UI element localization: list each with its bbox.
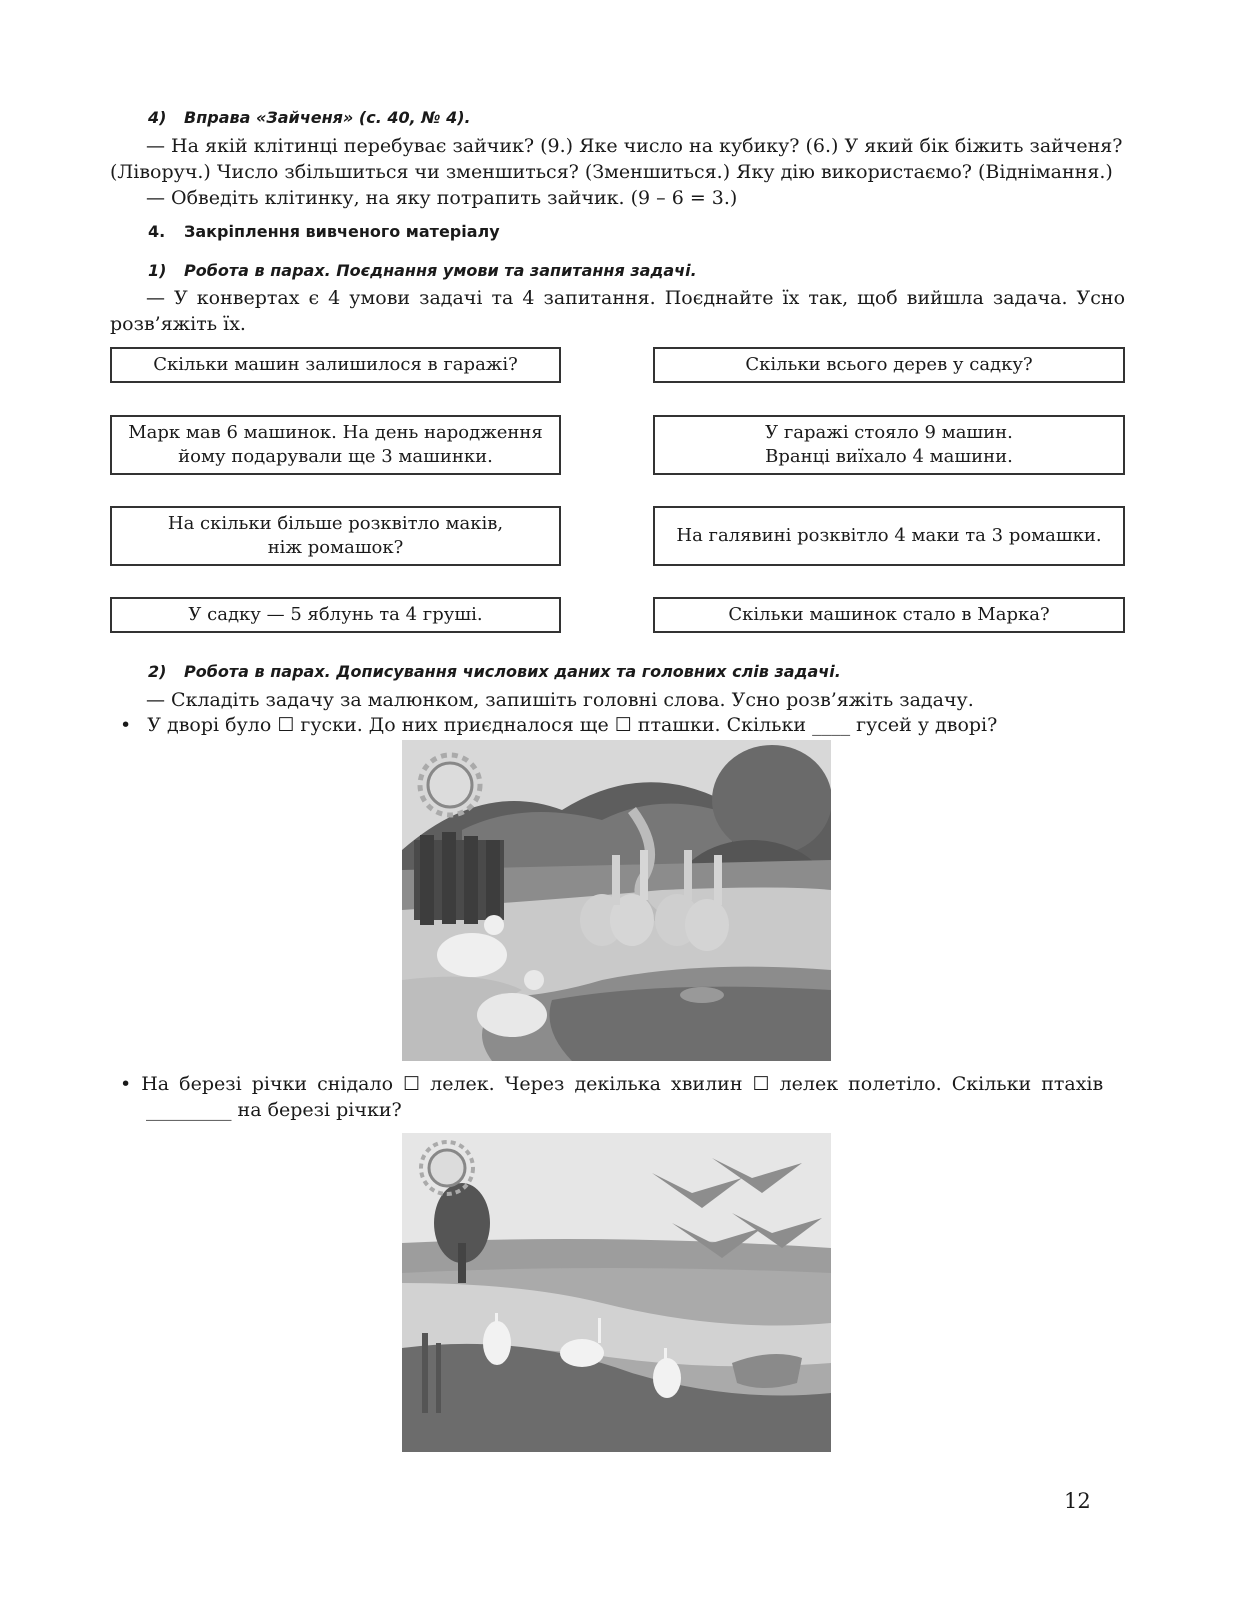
exercise-title: Вправа «Зайченя» (с. 40, № 4). [184, 108, 471, 127]
page-number: 12 [1064, 1489, 1091, 1513]
task2-title: Робота в парах. Дописування числових даних та головних слів задачі. [184, 662, 841, 681]
exercise-number: 4) [148, 108, 167, 127]
geese-scene-svg [402, 740, 831, 1061]
card-left-1[interactable] [110, 347, 561, 383]
geese-illustration [402, 740, 831, 1061]
card-text: Скільки машин залишилося в гаражі? [153, 354, 518, 375]
card-right-3[interactable] [653, 506, 1125, 566]
card-text: йому подарували ще 3 машинки. [178, 446, 493, 467]
card-text: Марк мав 6 машинок. На день народження [128, 422, 543, 443]
task1-number: 1) [148, 261, 167, 280]
card-text: На галявині розквітло 4 маки та 3 ромашки. [676, 525, 1102, 546]
card-text: Вранці виїхало 4 машини. [765, 446, 1013, 467]
task1-text-2: розв’яжіть їх. [110, 313, 246, 335]
exercise-line-3: — Обведіть клітинку, на яку потрапить зайчик. (9 – 6 = 3.) [146, 187, 738, 209]
bullet-dot-icon: • [120, 1073, 132, 1095]
card-text: Скільки машинок стало в Марка? [728, 604, 1050, 625]
task2-instruction: — Складіть задачу за малюнком, запишіть головні слова. Усно розв’яжіть задачу. [146, 689, 974, 711]
bullet-2-line-1 [120, 1071, 1125, 1097]
task2-heading [148, 662, 841, 681]
bullet-dot-icon: • [120, 714, 132, 736]
card-right-1[interactable] [653, 347, 1125, 383]
section-number: 4. [148, 222, 166, 241]
card-left-4[interactable] [110, 597, 561, 633]
bullet-2-text-2: _________ на березі річки? [146, 1099, 402, 1121]
card-left-3[interactable] [110, 506, 561, 566]
card-right-4[interactable] [653, 597, 1125, 633]
task2-number: 2) [148, 662, 167, 681]
bullet-2-text-1: На березі річки снідало ☐ лелек. Через декілька хвилин ☐ лелек полетіло. Скільки птахів [141, 1073, 1104, 1095]
bullet-1-text: У дворі було ☐ гуски. До них приєдналося ще ☐ пташки. Скільки ____ гусей у дворі? [147, 714, 998, 736]
card-text: На скільки більше розквітло маків, [167, 513, 504, 534]
task1-text-1: — У конвертах є 4 умови задачі та 4 запитання. Поєднайте їх так, щоб вийшла задача. Усно [146, 287, 1126, 309]
task1-title: Робота в парах. Поєднання умови та запитання задачі. [184, 261, 697, 280]
card-text: ніж ромашок? [267, 537, 404, 558]
exercise-text-1: — На якій клітинці перебуває зайчик? (9.) Яке число на кубику? (6.) У який бік біжить зайченя? [146, 135, 1123, 157]
storks-scene-svg [402, 1133, 831, 1452]
bullet-2 [120, 1071, 1125, 1123]
card-text: У садку — 5 яблунь та 4 груші. [188, 604, 483, 625]
bullet-1 [120, 712, 997, 738]
exercise-heading [148, 108, 471, 127]
card-text: У гаражі стояло 9 машин. [765, 422, 1013, 443]
card-text: Скільки всього дерев у садку? [745, 354, 1033, 375]
exercise-line-2: (Ліворуч.) Число збільшиться чи зменшиться? (Зменшиться.) Яку дію використаємо? (Віднімання.) [110, 161, 1113, 183]
section-title: Закріплення вивченого матеріалу [184, 222, 500, 241]
card-right-2[interactable] [653, 415, 1125, 475]
exercise-line-1 [110, 133, 1125, 159]
card-left-2[interactable] [110, 415, 561, 475]
section-heading [148, 222, 500, 241]
task1-heading [148, 261, 697, 280]
storks-illustration [402, 1133, 831, 1452]
